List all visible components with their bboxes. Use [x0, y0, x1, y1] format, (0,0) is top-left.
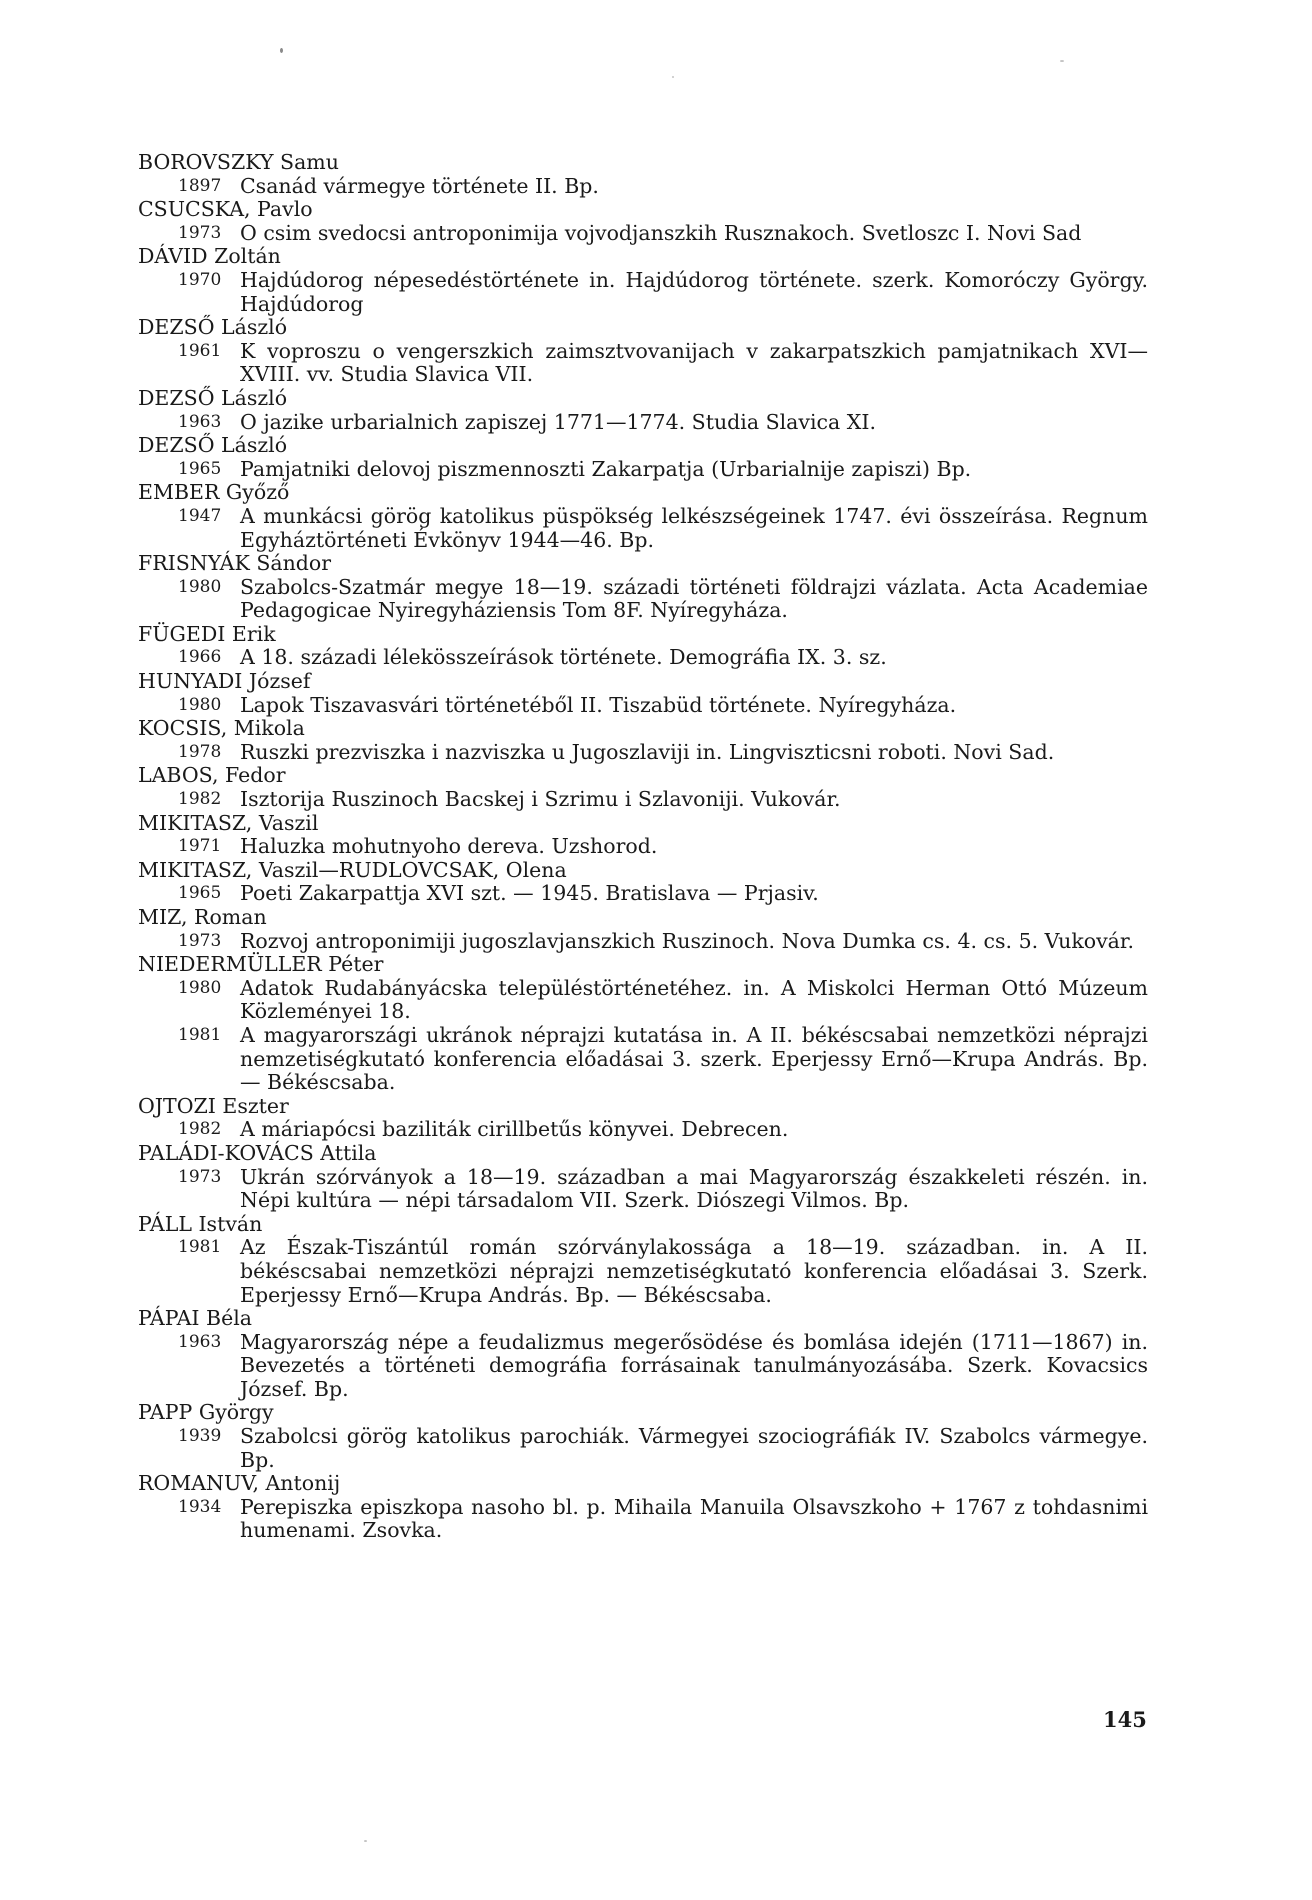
- work-year: 1897: [178, 175, 222, 196]
- entry-work: [178, 1331, 1148, 1402]
- entry-work: [178, 882, 1148, 906]
- entry-author: DEZSŐ László: [138, 385, 288, 410]
- entry-work: [178, 340, 1148, 387]
- entry-work: [178, 222, 1148, 246]
- work-description: Lapok Tiszavasvári történetéből II. Tiszabüd története. Nyíregyháza.: [240, 692, 957, 717]
- entry-work: [178, 458, 1148, 482]
- entry-work: [178, 1118, 1148, 1142]
- entry-author: CSUCSKA, Pavlo: [138, 197, 313, 222]
- work-year: 1963: [178, 1331, 222, 1352]
- entry-work: [178, 411, 1148, 435]
- work-year: 1980: [178, 977, 222, 998]
- work-year: 1980: [178, 694, 222, 715]
- scan-speck: [1060, 60, 1064, 62]
- entry-work: [178, 1236, 1148, 1307]
- bibliography-entry: [138, 316, 1148, 387]
- bibliography-entry: [138, 1472, 1148, 1543]
- work-description: O csim svedocsi antroponimija vojvodjanszkih Rusznakoch. Svetloszc I. Novi Sad: [240, 220, 1082, 245]
- entry-author: OJTOZI Eszter: [138, 1093, 289, 1118]
- entry-work: [178, 646, 1148, 670]
- entry-work: [178, 175, 1148, 199]
- work-year: 1966: [178, 647, 222, 668]
- work-year: 1973: [178, 1166, 222, 1187]
- work-description: A máriapócsi baziliták cirillbetűs könyvei. Debrecen.: [240, 1117, 789, 1142]
- work-year: 1978: [178, 741, 222, 762]
- work-year: 1981: [178, 1024, 222, 1045]
- work-year: 1939: [178, 1426, 222, 1447]
- bibliography-entry: [138, 151, 1148, 198]
- work-year: 1965: [178, 883, 222, 904]
- entry-author: PAPP György: [138, 1400, 274, 1425]
- work-year: 1971: [178, 836, 222, 857]
- work-description: Adatok Rudabányácska településtörténetéhez. in. A Miskolci Herman Ottó Múzeum Közleményei 18.: [240, 975, 1148, 1024]
- bibliography-entry: [138, 953, 1148, 1095]
- entry-work: [178, 1425, 1148, 1472]
- entry-work: [178, 1024, 1148, 1095]
- entry-work: [178, 741, 1148, 765]
- work-description: Rozvoj antroponimiji jugoszlavjanszkich Ruszinoch. Nova Dumka cs. 4. cs. 5. Vukovár.: [240, 928, 1134, 953]
- bibliography-entry: [138, 552, 1148, 623]
- work-year: 1982: [178, 1119, 222, 1140]
- work-description: Szabolcsi görög katolikus parochiák. Vármegyei szociográfiák IV. Szabolcs vármegye. Bp.: [240, 1424, 1148, 1472]
- work-description: Poeti Zakarpattja XVI szt. — 1945. Bratislava — Prjasiv.: [240, 881, 819, 906]
- work-year: 1965: [178, 458, 222, 479]
- bibliography-entry: [138, 481, 1148, 552]
- work-year: 1934: [178, 1496, 222, 1517]
- entry-work: [178, 1166, 1148, 1213]
- entry-work: [178, 835, 1148, 859]
- entry-author: BOROVSZKY Samu: [138, 150, 339, 174]
- work-description: Hajdúdorog népesedéstörténete in. Hajdúdorog története. szerk. Komoróczy György. Hajdúdorog: [240, 267, 1148, 316]
- work-description: O jazike urbarialnich zapiszej 1771—1774. Studia Slavica XI.: [240, 409, 876, 434]
- entry-author: ROMANUV, Antonij: [138, 1471, 341, 1496]
- bibliography-entry: [138, 764, 1148, 811]
- work-description: Isztorija Ruszinoch Bacskej i Szrimu i Szlavoniji. Vukovár.: [240, 787, 841, 812]
- entry-author: PÁLL István: [138, 1211, 263, 1236]
- work-description: Ukrán szórványok a 18—19. században a mai Magyarország északkeleti részén. in. Népi kultúra — népi társadalom VII. Szerk. Diószegi Vilmos. Bp.: [240, 1164, 1148, 1213]
- entry-work: [178, 694, 1148, 718]
- entry-author: HUNYADI József: [138, 669, 311, 694]
- entry-author: MIZ, Roman: [138, 905, 267, 929]
- work-description: A munkácsi görög katolikus püspökség lelkészségeinek 1747. évi összeírása. Regnum Egyháztörténeti Évkönyv 1944—46. Bp.: [240, 503, 1148, 552]
- entry-work: [178, 269, 1148, 316]
- bibliography-entry: [138, 387, 1148, 434]
- entry-author: FRISNYÁK Sándor: [138, 551, 332, 576]
- work-year: 1973: [178, 930, 222, 951]
- work-description: K voproszu o vengerszkich zaimsztvovanijach v zakarpatszkich pamjatnikach XVI—XVIII. vv. Studia Slavica VII.: [240, 338, 1148, 387]
- work-description: Pamjatniki delovoj piszmennoszti Zakarpatja (Urbarialnije zapiszi) Bp.: [240, 456, 972, 481]
- entry-author: MIKITASZ, Vaszil: [138, 810, 319, 835]
- work-description: Magyarország népe a feudalizmus megerősödése és bomlása idején (1711—1867) in. Bevezetés a történeti demográfia forrásainak tanulmányozásába. Szerk. Kovacsics József. Bp.: [240, 1329, 1148, 1401]
- bibliography-entry: [138, 434, 1148, 481]
- entry-author: KOCSIS, Mikola: [138, 716, 305, 741]
- bibliography-entry: [138, 859, 1148, 906]
- work-description: A magyarországi ukránok néprajzi kutatása in. A II. békéscsabai nemzetközi néprajzi nemzetiségkutató konferencia előadásai 3. szerk. Eperjessy Ernő—Krupa András. Bp. — Békéscsaba.: [240, 1022, 1148, 1095]
- page-number: 145: [1103, 1707, 1147, 1732]
- work-description: Az Észak-Tiszántúl román szórványlakossága a 18—19. században. in. A II. békéscsabai nemzetközi néprajzi nemzetiségkutató konferencia előadásai 3. Szerk. Eperjessy Ernő—Krupa András. Bp. — Békéscsaba.: [240, 1235, 1148, 1307]
- work-year: 1981: [178, 1237, 222, 1258]
- bibliography-entry: [138, 1095, 1148, 1142]
- entry-work: [178, 930, 1148, 954]
- work-year: 1980: [178, 576, 222, 597]
- work-description: Perepiszka episzkopa nasoho bl. p. Mihaila Manuila Olsavszkoho + 1767 z tohdasnimi humenami. Zsovka.: [240, 1494, 1148, 1543]
- entry-author: DEZSŐ László: [138, 315, 288, 340]
- work-year: 1973: [178, 222, 222, 243]
- work-year: 1947: [178, 505, 222, 526]
- entry-author: LABOS, Fedor: [138, 763, 286, 788]
- bibliography-entry: [138, 1307, 1148, 1401]
- work-description: Ruszki prezviszka i nazviszka u Jugoszlaviji in. Lingviszticsni roboti. Novi Sad.: [240, 739, 1055, 764]
- work-year: 1982: [178, 789, 222, 810]
- work-year: 1961: [178, 340, 222, 361]
- bibliography-entry: [138, 1401, 1148, 1472]
- entry-author: EMBER Győző: [138, 480, 290, 505]
- bibliography-entry: [138, 623, 1148, 670]
- entry-work: [178, 788, 1148, 812]
- bibliography-entry: [138, 717, 1148, 764]
- entry-author: NIEDERMÜLLER Péter: [138, 952, 384, 977]
- bibliography-entry: [138, 812, 1148, 859]
- scan-speck: [672, 76, 674, 78]
- entry-author: MIKITASZ, Vaszil—RUDLOVCSAK, Olena: [138, 857, 567, 882]
- scan-speck: [364, 1840, 367, 1842]
- entry-work: [178, 1496, 1148, 1543]
- work-description: Haluzka mohutnyoho dereva. Uzshorod.: [240, 834, 658, 859]
- entry-work: [178, 505, 1148, 552]
- bibliography-entry: [138, 1142, 1148, 1213]
- bibliography-entry: [138, 670, 1148, 717]
- entry-author: PÁPAI Béla: [138, 1306, 253, 1331]
- work-year: 1963: [178, 411, 222, 432]
- work-year: 1970: [178, 269, 222, 290]
- entry-author: DEZSŐ László: [138, 433, 288, 458]
- scan-speck: [280, 48, 283, 53]
- bibliography-list: [138, 151, 1148, 1543]
- work-description: A 18. századi lélekösszeírások története. Demográfia IX. 3. sz.: [240, 645, 887, 670]
- entry-author: DÁVID Zoltán: [138, 244, 281, 269]
- bibliography-entry: [138, 198, 1148, 245]
- work-description: Szabolcs-Szatmár megye 18—19. századi történeti földrajzi vázlata. Acta Academiae Pedagogicae Nyiregyháziensis Tom 8F. Nyíregyháza.: [240, 574, 1148, 623]
- entry-work: [178, 977, 1148, 1024]
- bibliography-entry: [138, 906, 1148, 953]
- bibliography-entry: [138, 1213, 1148, 1307]
- work-description: Csanád vármegye története II. Bp.: [240, 173, 599, 198]
- bibliography-entry: [138, 245, 1148, 316]
- entry-work: [178, 576, 1148, 623]
- entry-author: FÜGEDI Erik: [138, 621, 276, 646]
- entry-author: PALÁDI-KOVÁCS Attila: [138, 1140, 377, 1165]
